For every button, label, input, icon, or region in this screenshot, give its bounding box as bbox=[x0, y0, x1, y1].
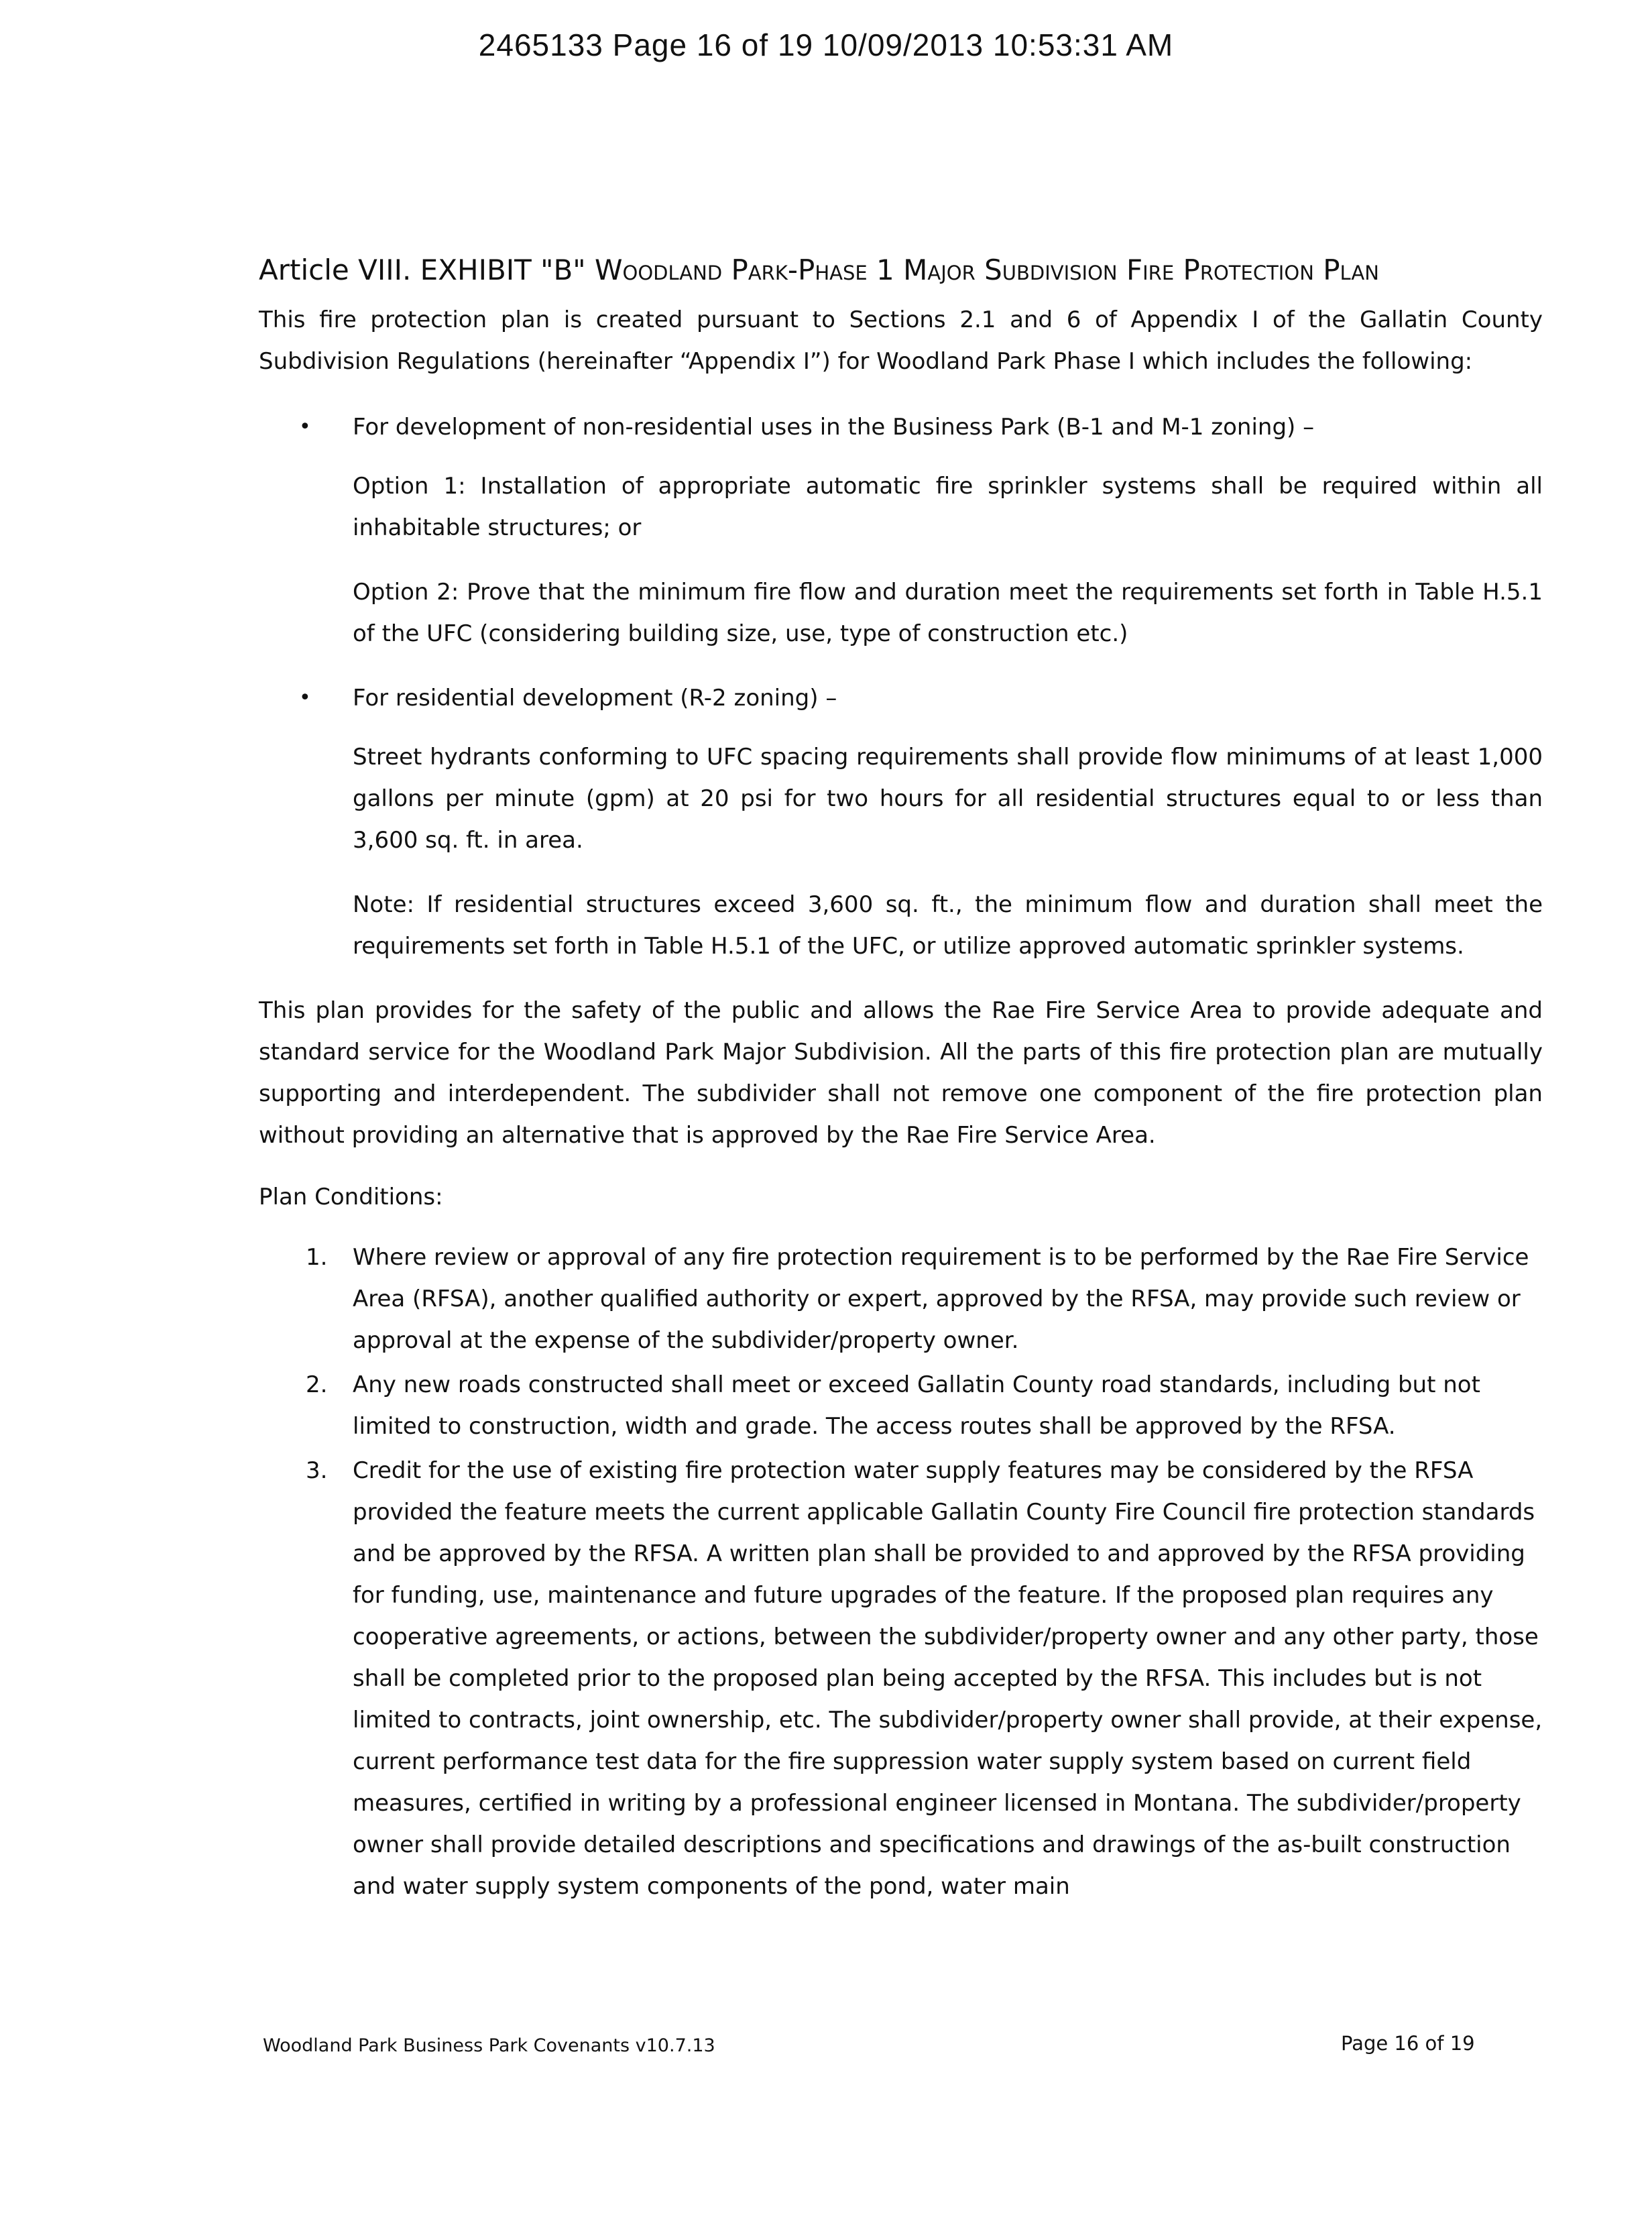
condition-text: Any new roads constructed shall meet or exceed Gallatin County road standards, including but not limited to construction, width and grade. The access routes shall be approved by the RFSA. bbox=[353, 1371, 1480, 1440]
page-content bbox=[259, 241, 1543, 1910]
condition-item bbox=[259, 1450, 1543, 1907]
condition-number: 2. bbox=[306, 1371, 328, 1398]
article-title bbox=[259, 241, 1543, 299]
plan-conditions-list bbox=[259, 1237, 1543, 1907]
bullet-item-non-residential bbox=[259, 406, 1543, 655]
bullet-icon: • bbox=[299, 686, 311, 710]
bullet-heading: For development of non-residential uses in the Business Park (B-1 and M-1 zoning) – bbox=[353, 414, 1315, 441]
bullet-item-residential bbox=[259, 677, 1543, 967]
requirements-list bbox=[259, 406, 1543, 967]
bullet-icon: • bbox=[299, 415, 311, 439]
note-paragraph: Note: If residential structures exceed 3,600 sq. ft., the minimum flow and duration shall meet the requirements set forth in Table H.5.1 of the UFC, or utilize approved automatic sprinkler systems. bbox=[353, 891, 1543, 960]
plan-conditions-heading: Plan Conditions: bbox=[259, 1184, 443, 1210]
bullet-heading: For residential development (R-2 zoning) – bbox=[353, 685, 837, 712]
condition-text: Credit for the use of existing fire protection water supply features may be considered by the RFSA provided the feature meets the current applicable Gallatin County Fire Council fire protection standards and be approved by the RFSA. A written plan shall be provided to and approved by the RFSA providing for funding, use, maintenance and future upgrades of the feature. If the proposed plan requires any cooperative agreements, or actions, between the subdivider/property owner and any other party, those shall be completed prior to the proposed plan being accepted by the RFSA. This includes but is not limited to contracts, joint ownership, etc. The subdivider/property owner shall provide, at their expense, current performance test data for the fire suppression water supply system based on current field measures, certified in writing by a professional engineer licensed in Montana. The subdivider/property owner shall provide detailed descriptions and specifications and drawings of the as-built construction and water supply system components of the pond, water main bbox=[353, 1457, 1543, 1900]
condition-item bbox=[259, 1237, 1543, 1361]
footer-document-name: Woodland Park Business Park Covenants v10.7.13 bbox=[263, 2035, 715, 2056]
condition-number: 3. bbox=[306, 1457, 328, 1484]
hydrant-paragraph: Street hydrants conforming to UFC spacing requirements shall provide flow minimums of at least 1,000 gallons per minute (gpm) at 20 psi for two hours for all residential structures equal to or less than 3,600 sq. ft. in area. bbox=[353, 744, 1543, 854]
condition-item bbox=[259, 1364, 1543, 1447]
intro-paragraph: This fire protection plan is created pursuant to Sections 2.1 and 6 of Appendix I of the Gallatin County Subdivision Regulations (hereinafter “Appendix I”) for Woodland Park Phase I which includes the following: bbox=[259, 306, 1543, 375]
footer-page-number: Page 16 of 19 bbox=[1341, 2032, 1475, 2055]
condition-text: Where review or approval of any fire protection requirement is to be performed by the Rae Fire Service Area (RFSA), another qualified authority or expert, approved by the RFSA, may provide such review or approval at the expense of the subdivider/property owner. bbox=[353, 1244, 1529, 1354]
article-title-rest: Woodland Park-Phase 1 Major Subdivision Fire Protection Plan bbox=[594, 253, 1379, 286]
option-2-paragraph: Option 2: Prove that the minimum fire flow and duration meet the requirements set forth in Table H.5.1 of the UFC (considering building size, use, type of construction etc.) bbox=[353, 579, 1543, 647]
safety-paragraph: This plan provides for the safety of the public and allows the Rae Fire Service Area to provide adequate and standard service for the Woodland Park Major Subdivision. All the parts of this fire protection plan are mutually supporting and interdependent. The subdivider shall not remove one component of the fire protection plan without providing an alternative that is approved by the Rae Fire Service Area. bbox=[259, 997, 1543, 1149]
article-title-prefix: Article VIII. EXHIBIT "B" bbox=[259, 253, 595, 286]
recording-stamp: 2465133 Page 16 of 19 10/09/2013 10:53:31 AM bbox=[478, 27, 1174, 62]
condition-number: 1. bbox=[306, 1244, 328, 1271]
option-1-paragraph: Option 1: Installation of appropriate automatic fire sprinkler systems shall be required within all inhabitable structures; or bbox=[353, 473, 1543, 541]
